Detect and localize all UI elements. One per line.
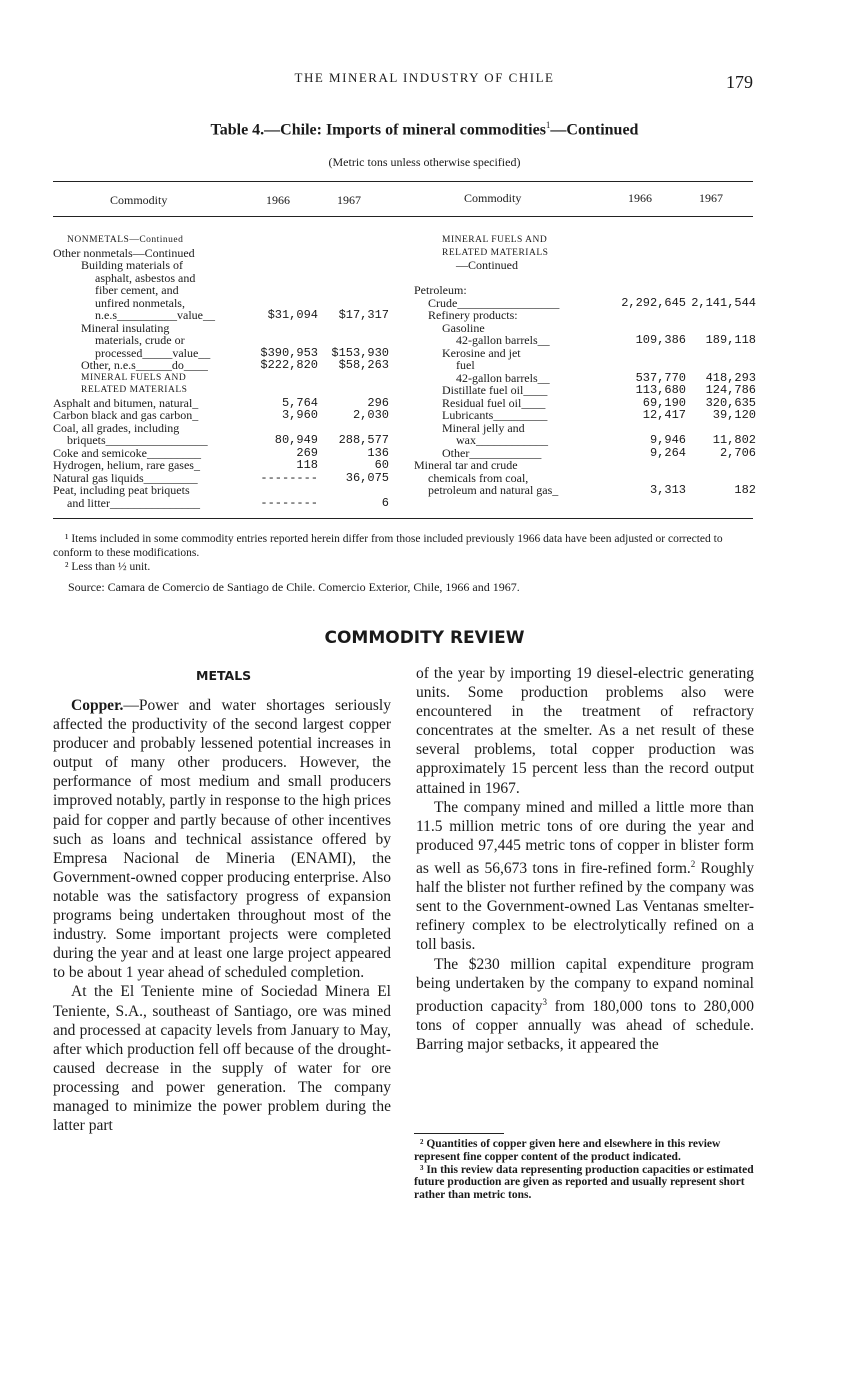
cell-1967: 124,786: [705, 383, 756, 397]
table-row: [53, 497, 393, 510]
cell-1966: --------: [260, 495, 318, 510]
row-label: Hydrogen, helium, rare gases_: [53, 458, 200, 472]
row-label: fuel: [456, 358, 475, 372]
cell-1967: $58,263: [338, 358, 389, 372]
row-label: n.e.s__________value__: [95, 308, 215, 322]
row-label: asphalt, asbestos and: [95, 270, 196, 285]
col-header-1966-left: 1966: [266, 193, 290, 207]
paragraph-production-a: The company mined and milled a little more than 11.5 million metric tons of ore during the year and produced 97,445 metric tons of copper in blister form as well as 56,673 tons in fire-refined form.: [416, 798, 754, 878]
table-source: Source: Camara de Comercio de Santiago de Chile. Comercio Exterior, Chile, 1966 and 1967.: [68, 580, 520, 594]
row-label: Natural gas liquids_________: [53, 470, 198, 485]
paragraph-production-b: Roughly half the blister not further refined by the company was sent to the Government-owned Las Ventanas smelter-refinery complex to be electrolytically refined on a toll basis.: [416, 860, 754, 954]
cell-1966: 2,292,645: [621, 295, 686, 310]
row-label: MINERAL FUELS AND: [442, 235, 548, 245]
row-label: Mineral jelly and: [442, 420, 525, 435]
table-row: [414, 284, 756, 297]
row-label: Distillate fuel oil____: [442, 383, 548, 397]
row-label: petroleum and natural gas_: [428, 483, 559, 497]
row-label: Peat, including peat briquets: [53, 483, 190, 497]
row-label: MINERAL FUELS AND: [81, 372, 187, 383]
cell-1966: 69,190: [642, 395, 686, 410]
cell-1967: 320,635: [705, 395, 756, 410]
cell-1967: 36,075: [345, 470, 389, 485]
row-label: Asphalt and bitumen, natural_: [53, 395, 199, 410]
lead-copper: Copper.: [71, 697, 124, 714]
cell-1966: 9,264: [649, 445, 686, 460]
text-column-left: [53, 696, 391, 1135]
row-label: 42-gallon barrels__: [456, 333, 550, 347]
table-footnote-2: ² Less than ½ unit.: [65, 561, 151, 573]
row-label: Petroleum:: [414, 283, 467, 297]
row-label: Other nonmetals—Continued: [53, 245, 195, 260]
row-label: Kerosine and jet: [442, 345, 521, 360]
row-label: Mineral tar and crude: [414, 458, 518, 472]
cell-1966: 537,770: [635, 370, 686, 385]
paragraph-capital: [416, 955, 754, 1055]
table-row: [53, 372, 393, 385]
cell-1966: $222,820: [260, 358, 318, 372]
cell-1966: --------: [260, 470, 318, 485]
paragraph-continued: of the year by importing 19 diesel-electric generating units. Some production problems also were encountered in the treatment of refractory concentrates at the smelter. As a net result of these several problems, total copper production was approximately 15 percent less than the record output attained in 1967.: [416, 665, 754, 797]
table-top-rule: [53, 181, 753, 182]
cell-1967: 189,118: [705, 333, 756, 347]
row-label: unfired nonmetals,: [95, 295, 185, 310]
table-row: [414, 234, 756, 247]
row-label: RELATED MATERIALS: [442, 247, 549, 258]
row-label: processed_____value__: [95, 345, 211, 360]
row-label: NONMETALS—Continued: [67, 235, 184, 245]
table-row: [53, 484, 393, 497]
cell-1966: $31,094: [267, 308, 318, 322]
table-row: [414, 359, 756, 372]
table-row: [414, 259, 756, 272]
cell-1966: $390,953: [260, 345, 318, 360]
table-row: [414, 409, 756, 422]
row-label: Other____________: [442, 445, 542, 460]
row-label: Crude_________________: [428, 295, 560, 310]
footnote-ref-3: 3: [542, 996, 547, 1007]
row-label: and litter_______________: [67, 495, 200, 510]
cell-1966: 113,680: [635, 383, 686, 397]
row-label: 42-gallon barrels__: [456, 370, 550, 385]
cell-1967: 296: [367, 395, 389, 410]
col-header-1966-right: 1966: [628, 191, 652, 205]
table-caption: [0, 120, 849, 139]
table-row: [53, 284, 393, 297]
section-subheading: METALS: [196, 668, 252, 683]
cell-1967: $17,317: [338, 308, 389, 322]
running-title: THE MINERAL INDUSTRY OF CHILE: [294, 70, 555, 85]
row-label: wax____________: [456, 433, 548, 447]
table-row: [53, 359, 393, 372]
cell-1966: 3,960: [281, 408, 318, 422]
table-row: [53, 459, 393, 472]
cell-1966: 80,949: [274, 433, 318, 447]
text-column-right: [416, 664, 754, 1054]
table-row: [414, 334, 756, 347]
table-subtitle: (Metric tons unless otherwise specified): [328, 155, 521, 169]
row-label: briquets_________________: [67, 433, 208, 447]
table-footnote-1: ¹ Items included in some commodity entries reported herein differ from those included previously 1966 data have been adjusted or corrected to conform to these modifications.: [53, 533, 723, 559]
table-row: [414, 384, 756, 397]
table-row: [53, 259, 393, 272]
cell-1967: 182: [734, 483, 756, 497]
table-right-half: [414, 234, 756, 497]
row-label: Lubricants_________: [442, 408, 548, 422]
table-bottom-rule: [53, 518, 753, 519]
column-footnotes: [414, 1133, 757, 1202]
table-caption-text: Table 4.—Chile: Imports of mineral commodities: [210, 121, 546, 139]
row-label: RELATED MATERIALS: [81, 385, 188, 395]
col-header-1967-right: 1967: [699, 191, 723, 205]
col-header-1967-left: 1967: [337, 193, 361, 207]
table-row: [53, 384, 393, 397]
cell-1966: 9,946: [649, 433, 686, 447]
cell-1967: 2,030: [352, 408, 389, 422]
cell-1967: 39,120: [712, 408, 756, 422]
row-label: fiber cement, and: [95, 283, 179, 297]
column-footnote-3: ³ In this review data representing production capacities or estimated future production are given as reported and usually represent short rather than metric tons.: [414, 1163, 754, 1202]
section-title: COMMODITY REVIEW: [324, 628, 525, 648]
cell-1966: 109,386: [635, 333, 686, 347]
cell-1967: 6: [381, 495, 389, 510]
cell-1966: 3,313: [649, 483, 686, 497]
row-label: —Continued: [456, 258, 518, 272]
paragraph-copper: [53, 696, 391, 982]
paragraph-capital-b: from 180,000 tons to 280,000 tons of copper annually was ahead of schedule. Barring major setbacks, it appeared the: [416, 997, 754, 1054]
table-row: [53, 234, 393, 247]
row-label: Other, n.e.s______do____: [81, 358, 208, 372]
paragraph-el-teniente: At the El Teniente mine of Sociedad Minera El Teniente, S.A., southeast of Santiago, ore was mined and processed at capacity levels from January to May, after which production fell off because of the drought-caused decrease in the supply of water for ore processing and power generation. The company managed to minimize the power problem during the latter part: [53, 983, 391, 1135]
cell-1967: 11,802: [712, 433, 756, 447]
cell-1966: 269: [296, 445, 318, 460]
table-row: [53, 334, 393, 347]
row-label: materials, crude or: [95, 333, 185, 347]
table-row: [414, 459, 756, 472]
row-label: chemicals from coal,: [428, 470, 529, 485]
column-footnote-2: ² Quantities of copper given here and elsewhere in this review represent fine copper content of the product indicated.: [414, 1138, 721, 1163]
table-row: [414, 484, 756, 497]
cell-1967: $153,930: [331, 345, 389, 360]
row-label: Gasoline: [442, 320, 485, 335]
table-header-rule: [53, 216, 753, 217]
row-label: Coal, all grades, including: [53, 420, 180, 435]
cell-1967: 2,706: [719, 445, 756, 460]
table-caption-ref: 1: [545, 120, 551, 130]
cell-1967: 136: [367, 445, 389, 460]
table-row: [414, 434, 756, 447]
row-label: Carbon black and gas carbon_: [53, 408, 199, 422]
cell-1967: 2,141,544: [691, 295, 756, 310]
page-number: 179: [726, 72, 753, 92]
paragraph-capital-a: The $230 million capital expenditure program being undertaken by the company to expand nominal production capacity: [416, 955, 754, 1015]
col-header-commodity-left: Commodity: [110, 193, 168, 207]
cell-1966: 118: [296, 458, 318, 472]
col-header-commodity-right: Commodity: [464, 191, 522, 205]
footnote-ref-2: 2: [690, 858, 696, 869]
table-row: [53, 409, 393, 422]
table-footnotes: [53, 532, 753, 574]
cell-1966: 5,764: [281, 395, 318, 410]
cell-1966: 12,417: [642, 408, 686, 422]
cell-1967: 288,577: [338, 433, 389, 447]
paragraph-production: [416, 798, 754, 955]
cell-1967: 60: [374, 458, 389, 472]
table-left-half: [53, 234, 393, 509]
row-label: Refinery products:: [428, 308, 518, 322]
table-row: [53, 309, 393, 322]
table-row: [53, 434, 393, 447]
row-label: Mineral insulating: [81, 320, 170, 335]
cell-1967: 418,293: [705, 370, 756, 385]
table-caption-suffix: —Continued: [550, 121, 639, 139]
table-row: [414, 309, 756, 322]
footnote-rule: [414, 1133, 504, 1134]
row-label: Building materials of: [81, 258, 183, 272]
row-label: Coke and semicoke_________: [53, 445, 201, 460]
paragraph-copper-text: —Power and water shortages seriously affected the productivity of the second largest copper producer and probably lessened potential increases in output of many other producers. However, the performance of most medium and small producers improved notably, partly in response to the high prices paid for copper and partly because of other incentives such as loans and technical assistance offered by Empresa Nacional de Mineria (ENAMI), the Government-owned copper producing enterprise. Also notable was the satisfactory progress of expansion programs being undertaken throughout most of the industry. Some important projects were completed during the year and at least one large project appeared to be about 1 year ahead of scheduled completion.: [53, 697, 391, 982]
row-label: Residual fuel oil____: [442, 395, 546, 410]
